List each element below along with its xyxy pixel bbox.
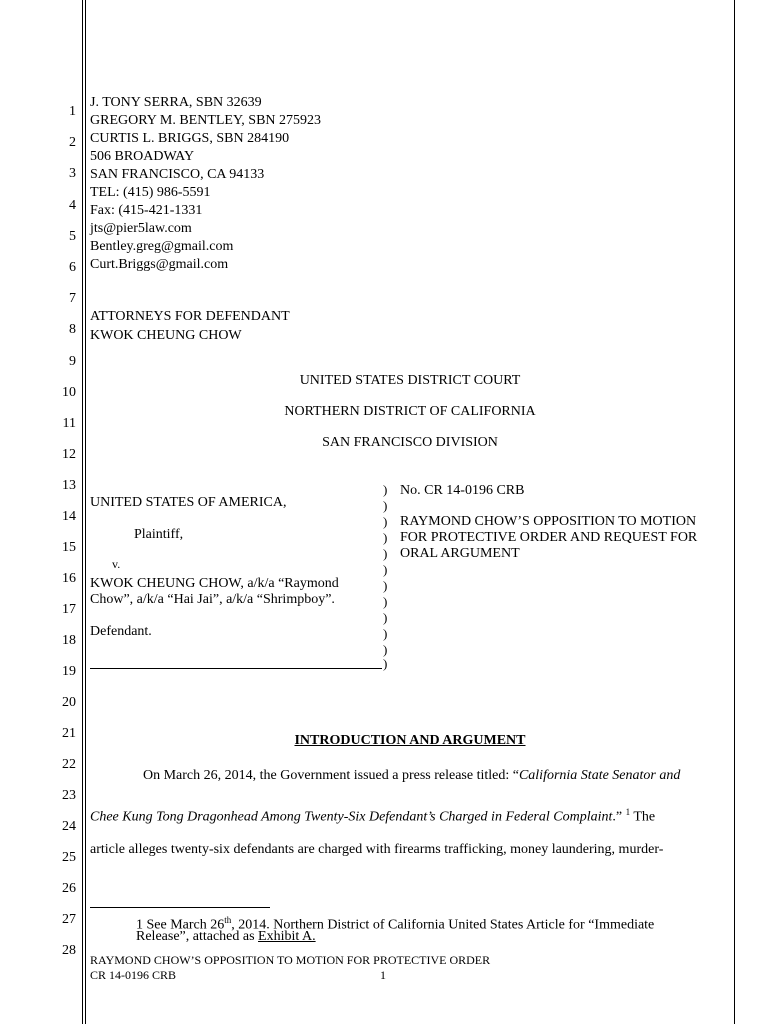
caption-paren: ) xyxy=(383,610,388,625)
press-release-title: California State Senator and xyxy=(518,768,681,783)
line-number: 17 xyxy=(62,602,76,617)
line-number: 3 xyxy=(69,166,76,181)
attorney-line: GREGORY M. BENTLEY, SBN 275923 xyxy=(90,113,322,128)
line-number: 25 xyxy=(62,850,76,865)
exhibit-a-link[interactable]: Exhibit A. xyxy=(258,929,316,944)
attorney-line: 506 BROADWAY xyxy=(90,149,195,164)
body-text: On March 26, 2014, the Government issued a press release titled: “ xyxy=(143,768,519,783)
footer-title: RAYMOND CHOW’S OPPOSITION TO MOTION FOR PROTECTIVE ORDER xyxy=(90,953,491,967)
caption-paren: ) xyxy=(383,482,388,497)
footnote-reference[interactable]: 1 xyxy=(625,807,631,817)
attorneys-for-label: ATTORNEYS FOR DEFENDANT xyxy=(90,309,290,324)
line-number: 2 xyxy=(69,135,76,150)
footnote-line xyxy=(136,928,316,945)
line-number: 1 xyxy=(69,104,76,119)
line-number: 5 xyxy=(69,229,76,244)
document-title-line: FOR PROTECTIVE ORDER AND REQUEST FOR xyxy=(400,530,698,545)
line-number: 19 xyxy=(62,664,76,679)
versus: v. xyxy=(112,557,121,571)
right-margin-rule xyxy=(734,0,735,1024)
line-number: 21 xyxy=(62,726,76,741)
defendant-aliases: Chow”, a/k/a “Hai Jai”, a/k/a “Shrimpboy”. xyxy=(90,592,335,607)
attorney-line: J. TONY SERRA, SBN 32639 xyxy=(90,95,262,110)
footer-case-number: CR 14-0196 CRB xyxy=(90,968,177,982)
attorney-email: Bentley.greg@gmail.com xyxy=(90,239,234,254)
caption-paren: ) xyxy=(383,514,388,529)
line-number: 4 xyxy=(69,198,76,213)
document-title-line: RAYMOND CHOW’S OPPOSITION TO MOTION xyxy=(400,514,697,529)
line-number: 15 xyxy=(62,540,76,555)
plaintiff-role: Plaintiff, xyxy=(134,527,184,542)
attorney-line: TEL: (415) 986-5591 xyxy=(90,185,211,200)
line-number: 23 xyxy=(62,788,76,803)
attorney-line: Fax: (415-421-1331 xyxy=(90,203,203,218)
line-number: 10 xyxy=(62,385,76,400)
line-number: 7 xyxy=(69,291,76,306)
press-release-title: Chee Kung Tong Dragonhead Among Twenty-Six Defendant’s Charged in Federal Complaint xyxy=(90,809,613,825)
attorney-line: CURTIS L. BRIGGS, SBN 284190 xyxy=(90,131,290,146)
caption-paren: ) xyxy=(383,546,388,561)
line-number: 24 xyxy=(62,819,76,834)
footnote-text: , 2014. Northern District of California United States Article for “Immediate xyxy=(231,917,655,933)
line-number: 14 xyxy=(62,509,76,524)
caption-underline xyxy=(90,668,382,669)
line-number: 12 xyxy=(62,447,76,462)
court-district: NORTHERN DISTRICT OF CALIFORNIA xyxy=(284,404,536,419)
caption-paren: ) xyxy=(383,626,388,641)
caption-paren: ) xyxy=(383,656,388,671)
attorney-line: SAN FRANCISCO, CA 94133 xyxy=(90,167,265,182)
line-number: 18 xyxy=(62,633,76,648)
line-number: 26 xyxy=(62,881,76,896)
case-number: No. CR 14-0196 CRB xyxy=(400,483,525,498)
line-number: 22 xyxy=(62,757,76,772)
line-number: 27 xyxy=(62,912,76,927)
attorneys-for-client: KWOK CHEUNG CHOW xyxy=(90,328,242,343)
caption-paren: ) xyxy=(383,594,388,609)
caption-paren: ) xyxy=(383,578,388,593)
body-line xyxy=(143,767,680,784)
caption-paren: ) xyxy=(383,642,388,657)
defendant-role: Defendant. xyxy=(90,624,152,639)
caption-paren: ) xyxy=(383,530,388,545)
body-text: The xyxy=(630,809,656,825)
line-number: 13 xyxy=(62,478,76,493)
body-line xyxy=(90,804,655,826)
line-number: 11 xyxy=(62,416,76,431)
footnote-text: Release”, attached as xyxy=(136,929,259,944)
caption-paren: ) xyxy=(383,498,388,513)
footnote-text: 1 See March 26 xyxy=(136,917,225,933)
document-title-line: ORAL ARGUMENT xyxy=(400,546,520,561)
footnote-separator xyxy=(90,907,270,908)
left-margin-rule-outer xyxy=(82,0,83,1024)
line-number: 9 xyxy=(69,354,76,369)
court-name: UNITED STATES DISTRICT COURT xyxy=(299,373,521,388)
plaintiff-party: UNITED STATES OF AMERICA, xyxy=(90,495,287,510)
line-number: 8 xyxy=(69,322,76,337)
page-number: 1 xyxy=(380,968,386,982)
line-number: 16 xyxy=(62,571,76,586)
line-number: 6 xyxy=(69,260,76,275)
body-line: article alleges twenty-six defendants are charged with firearms trafficking, money laundering, murder- xyxy=(90,842,664,857)
caption-paren: ) xyxy=(383,562,388,577)
attorney-email: Curt.Briggs@gmail.com xyxy=(90,257,229,272)
line-number: 28 xyxy=(62,943,76,958)
section-heading: INTRODUCTION AND ARGUMENT xyxy=(294,733,526,748)
body-text: .” xyxy=(612,809,626,825)
left-margin-rule-inner xyxy=(85,0,86,1024)
footnote-superscript: th xyxy=(224,915,232,925)
defendant-name: KWOK CHEUNG CHOW, a/k/a “Raymond xyxy=(90,576,339,591)
line-number: 20 xyxy=(62,695,76,710)
court-division: SAN FRANCISCO DIVISION xyxy=(322,435,498,450)
attorney-email: jts@pier5law.com xyxy=(90,221,192,236)
